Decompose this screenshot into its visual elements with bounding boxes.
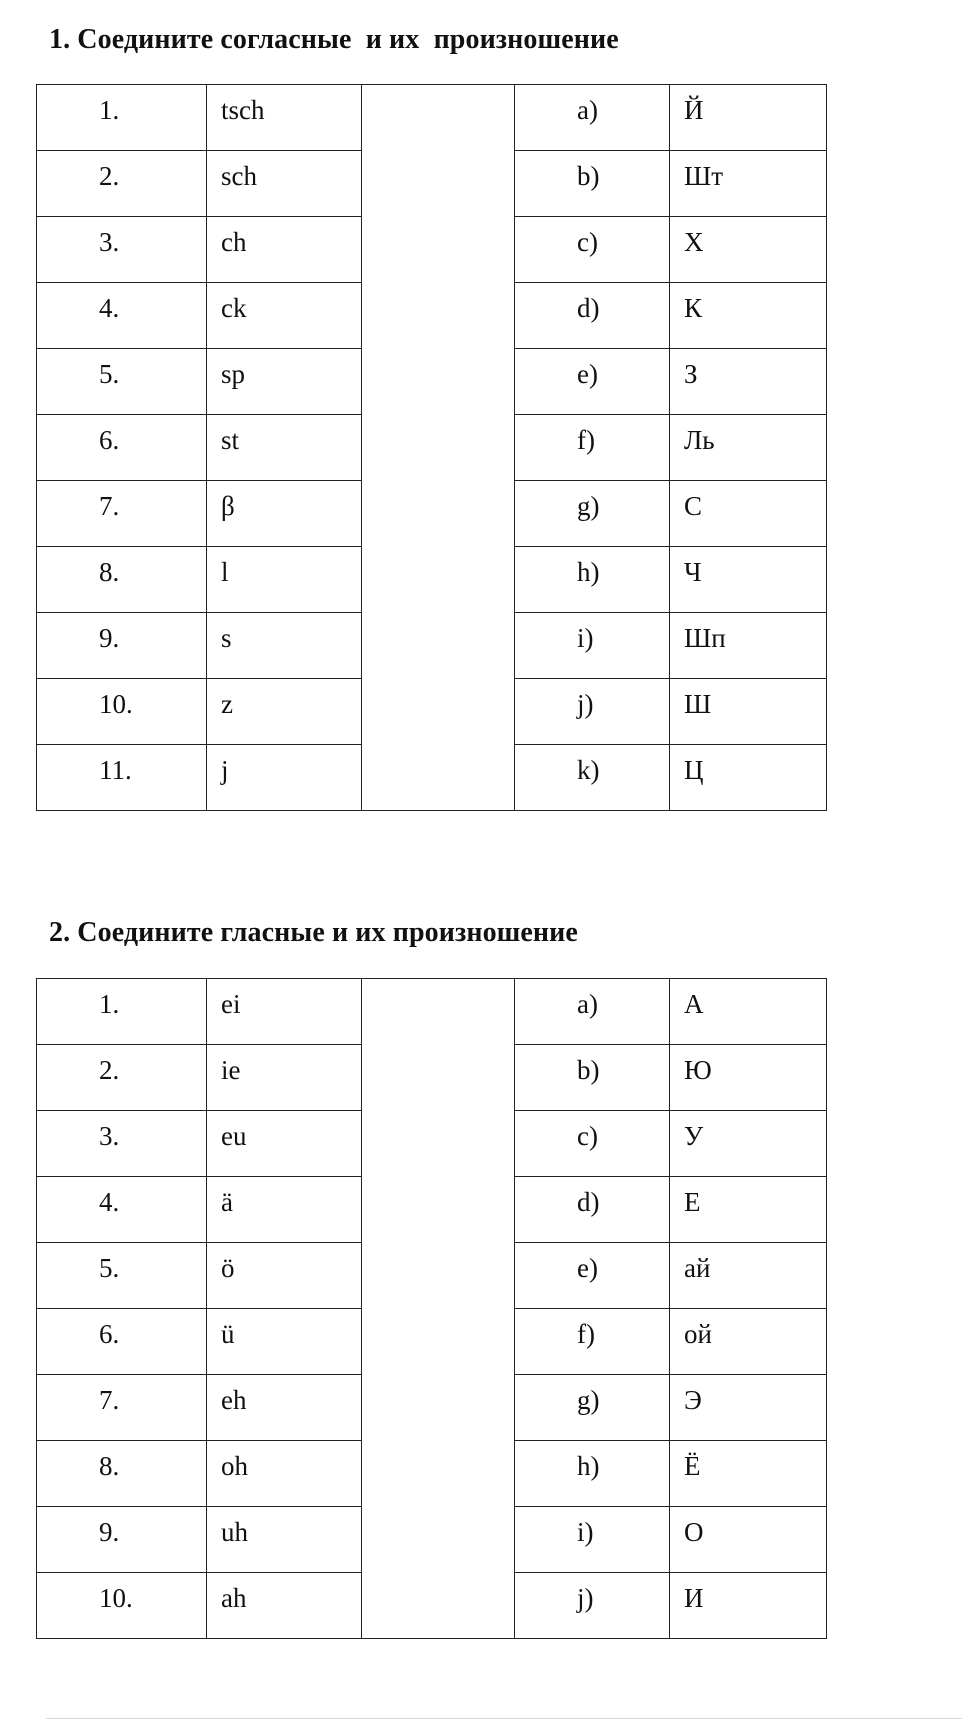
option-letter: g) — [515, 481, 670, 547]
letter-combination: sp — [207, 349, 362, 415]
answer-gap — [362, 1309, 515, 1375]
option-letter: d) — [515, 1177, 670, 1243]
option-letter: j) — [515, 679, 670, 745]
answer-gap — [362, 481, 515, 547]
answer-gap — [362, 217, 515, 283]
table-row — [37, 151, 827, 217]
table-row — [37, 1045, 827, 1111]
answer-gap — [362, 547, 515, 613]
pronunciation: З — [670, 349, 827, 415]
option-letter: b) — [515, 1045, 670, 1111]
row-number: 8. — [37, 547, 207, 613]
pronunciation: Х — [670, 217, 827, 283]
row-number: 10. — [37, 679, 207, 745]
row-number: 6. — [37, 1309, 207, 1375]
table-row — [37, 415, 827, 481]
row-number: 3. — [37, 1111, 207, 1177]
letter-combination: eh — [207, 1375, 362, 1441]
section1-title: 1. Соедините согласные и их произношение — [49, 24, 619, 55]
pronunciation: ой — [670, 1309, 827, 1375]
answer-gap — [362, 679, 515, 745]
letter-combination: β — [207, 481, 362, 547]
option-letter: j) — [515, 1573, 670, 1639]
pronunciation: ай — [670, 1243, 827, 1309]
answer-gap — [362, 283, 515, 349]
row-number: 7. — [37, 1375, 207, 1441]
answer-gap — [362, 151, 515, 217]
table-row — [37, 1573, 827, 1639]
letter-combination: ö — [207, 1243, 362, 1309]
row-number: 1. — [37, 979, 207, 1045]
table-row — [37, 1375, 827, 1441]
row-number: 5. — [37, 1243, 207, 1309]
row-number: 6. — [37, 415, 207, 481]
option-letter: f) — [515, 1309, 670, 1375]
vowels-matching-table — [36, 978, 827, 1639]
answer-gap — [362, 85, 515, 151]
pronunciation: И — [670, 1573, 827, 1639]
letter-combination: ch — [207, 217, 362, 283]
answer-gap — [362, 1177, 515, 1243]
option-letter: k) — [515, 745, 670, 811]
pronunciation: Ч — [670, 547, 827, 613]
option-letter: d) — [515, 283, 670, 349]
section2-title: 2. Соедините гласные и их произношение — [49, 917, 578, 948]
table-row — [37, 745, 827, 811]
table-row — [37, 349, 827, 415]
pronunciation: У — [670, 1111, 827, 1177]
letter-combination: ie — [207, 1045, 362, 1111]
pronunciation: С — [670, 481, 827, 547]
consonants-matching-table — [36, 84, 827, 811]
option-letter: i) — [515, 613, 670, 679]
letter-combination: j — [207, 745, 362, 811]
table-row — [37, 1177, 827, 1243]
table-row — [37, 613, 827, 679]
letter-combination: ah — [207, 1573, 362, 1639]
answer-gap — [362, 1441, 515, 1507]
option-letter: h) — [515, 547, 670, 613]
row-number: 10. — [37, 1573, 207, 1639]
table-row — [37, 217, 827, 283]
row-number: 11. — [37, 745, 207, 811]
letter-combination: oh — [207, 1441, 362, 1507]
option-letter: a) — [515, 85, 670, 151]
option-letter: e) — [515, 349, 670, 415]
pronunciation: Й — [670, 85, 827, 151]
pronunciation: Шт — [670, 151, 827, 217]
pronunciation: Ль — [670, 415, 827, 481]
table-row — [37, 283, 827, 349]
answer-gap — [362, 1111, 515, 1177]
table-row — [37, 547, 827, 613]
row-number: 8. — [37, 1441, 207, 1507]
row-number: 3. — [37, 217, 207, 283]
letter-combination: eu — [207, 1111, 362, 1177]
pronunciation: Ю — [670, 1045, 827, 1111]
row-number: 9. — [37, 1507, 207, 1573]
letter-combination: ä — [207, 1177, 362, 1243]
letter-combination: ck — [207, 283, 362, 349]
answer-gap — [362, 1507, 515, 1573]
table-row — [37, 481, 827, 547]
letter-combination: s — [207, 613, 362, 679]
page-divider — [46, 1718, 962, 1719]
table-row — [37, 979, 827, 1045]
option-letter: c) — [515, 217, 670, 283]
option-letter: b) — [515, 151, 670, 217]
letter-combination: uh — [207, 1507, 362, 1573]
option-letter: f) — [515, 415, 670, 481]
row-number: 2. — [37, 151, 207, 217]
pronunciation: Ц — [670, 745, 827, 811]
table-row — [37, 1507, 827, 1573]
option-letter: c) — [515, 1111, 670, 1177]
letter-combination: l — [207, 547, 362, 613]
answer-gap — [362, 613, 515, 679]
row-number: 7. — [37, 481, 207, 547]
row-number: 2. — [37, 1045, 207, 1111]
pronunciation: А — [670, 979, 827, 1045]
table-row — [37, 679, 827, 745]
answer-gap — [362, 1573, 515, 1639]
pronunciation: Ш — [670, 679, 827, 745]
answer-gap — [362, 745, 515, 811]
row-number: 4. — [37, 283, 207, 349]
table-row — [37, 1243, 827, 1309]
row-number: 9. — [37, 613, 207, 679]
row-number: 5. — [37, 349, 207, 415]
answer-gap — [362, 1045, 515, 1111]
pronunciation: Шп — [670, 613, 827, 679]
letter-combination: ei — [207, 979, 362, 1045]
pronunciation: Е — [670, 1177, 827, 1243]
pronunciation: Ё — [670, 1441, 827, 1507]
table-row — [37, 1441, 827, 1507]
letter-combination: z — [207, 679, 362, 745]
option-letter: i) — [515, 1507, 670, 1573]
row-number: 4. — [37, 1177, 207, 1243]
answer-gap — [362, 1375, 515, 1441]
letter-combination: ü — [207, 1309, 362, 1375]
letter-combination: sch — [207, 151, 362, 217]
option-letter: a) — [515, 979, 670, 1045]
option-letter: h) — [515, 1441, 670, 1507]
table-row — [37, 1111, 827, 1177]
row-number: 1. — [37, 85, 207, 151]
option-letter: e) — [515, 1243, 670, 1309]
option-letter: g) — [515, 1375, 670, 1441]
pronunciation: О — [670, 1507, 827, 1573]
letter-combination: tsch — [207, 85, 362, 151]
pronunciation: Э — [670, 1375, 827, 1441]
answer-gap — [362, 979, 515, 1045]
table-row — [37, 85, 827, 151]
answer-gap — [362, 415, 515, 481]
table-row — [37, 1309, 827, 1375]
letter-combination: st — [207, 415, 362, 481]
answer-gap — [362, 1243, 515, 1309]
answer-gap — [362, 349, 515, 415]
pronunciation: К — [670, 283, 827, 349]
